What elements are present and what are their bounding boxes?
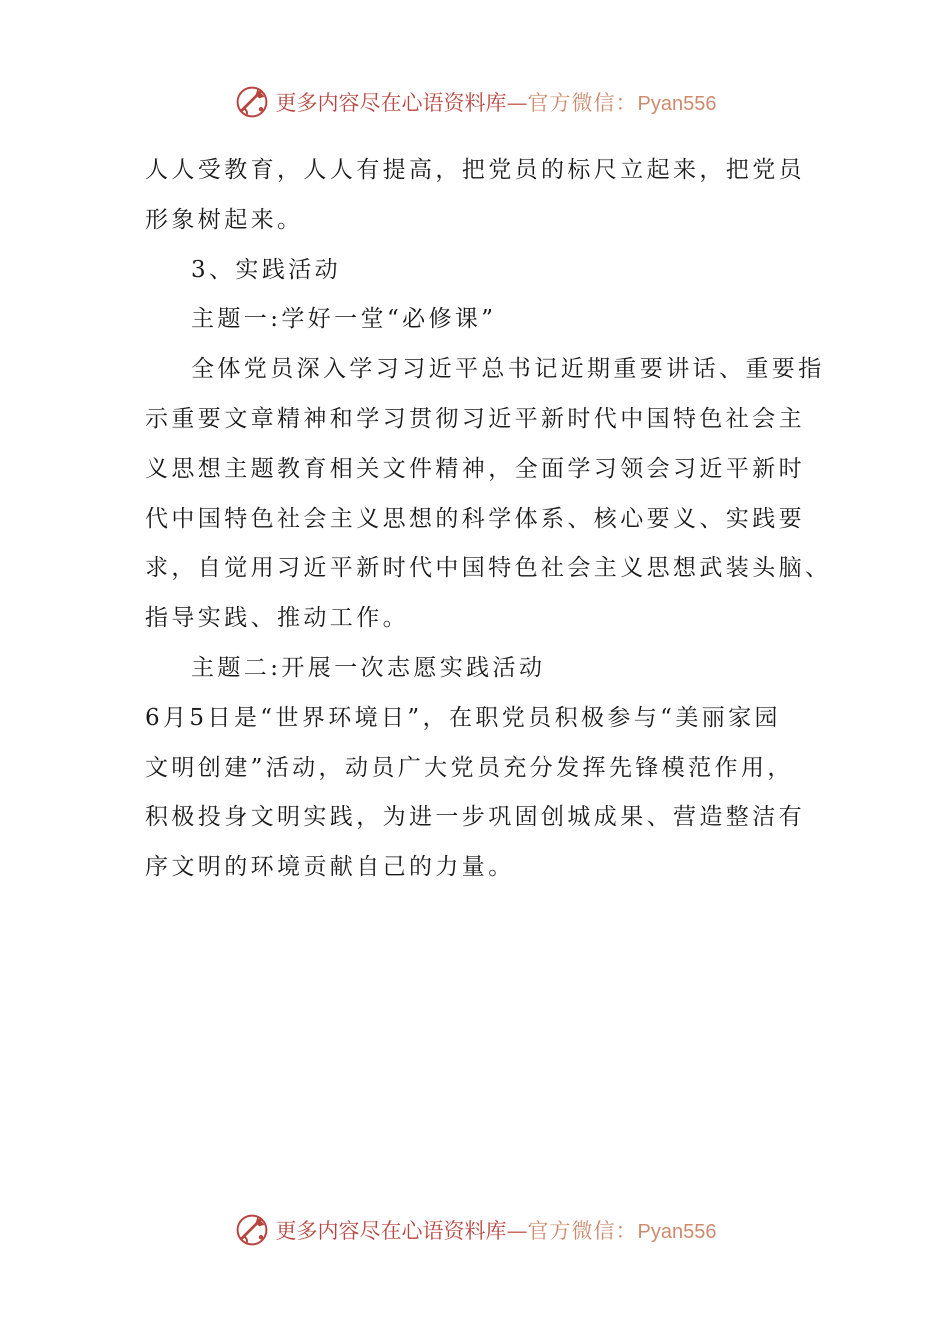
body-line: 指导实践、推动工作。 <box>145 605 409 632</box>
document-body <box>145 146 832 893</box>
body-line: 示重要文章精神和学习贯彻习近平新时代中国特色社会主 <box>145 405 805 432</box>
footer-banner-content <box>234 1212 717 1248</box>
footer-banner <box>0 1208 950 1252</box>
banner-wechat-label: 官方微信： <box>527 1219 638 1243</box>
pen-logo-icon <box>234 84 270 120</box>
body-line: 义思想主题教育相关文件精神，全面学习领会习近平新时 <box>145 455 805 482</box>
banner-wechat-id: Pyan556 <box>637 93 717 115</box>
header-banner <box>0 80 950 124</box>
banner-title: 更多内容尽在心语资料库 <box>275 1219 507 1243</box>
banner-title: 更多内容尽在心语资料库 <box>275 91 507 115</box>
topic-heading: 主题一:学好一堂“必修课” <box>191 306 497 333</box>
body-line: 形象树起来。 <box>145 206 304 233</box>
body-line: 代中国特色社会主义思想的科学体系、核心要义、实践要 <box>145 505 805 532</box>
banner-wechat-label: 官方微信： <box>527 91 638 115</box>
banner-dash: — <box>506 91 528 115</box>
header-banner-text <box>276 87 717 117</box>
body-line: 6月5日是“世界环境日”，在职党员积极参与“美丽家园 <box>145 704 781 731</box>
body-line: 序文明的环境贡献自己的力量。 <box>145 854 515 881</box>
body-line: 积极投身文明实践，为进一步巩固创城成果、营造整洁有 <box>145 804 805 831</box>
body-line: 人人受教育，人人有提高，把党员的标尺立起来，把党员 <box>145 157 805 183</box>
banner-dash: — <box>506 1219 528 1243</box>
pen-logo-icon <box>234 1212 270 1248</box>
header-banner-content <box>234 84 717 120</box>
body-line: 文明创建”活动，动员广大党员充分发挥先锋模范作用， <box>145 754 794 781</box>
body-line: 全体党员深入学习习近平总书记近期重要讲话、重要指 <box>191 356 825 383</box>
banner-wechat-id: Pyan556 <box>637 1221 717 1243</box>
body-line: 求，自觉用习近平新时代中国特色社会主义思想武装头脑、 <box>145 555 832 582</box>
topic-heading: 主题二:开展一次志愿实践活动 <box>191 654 546 681</box>
footer-banner-text <box>276 1215 717 1245</box>
section-heading: 3、实践活动 <box>191 256 342 283</box>
